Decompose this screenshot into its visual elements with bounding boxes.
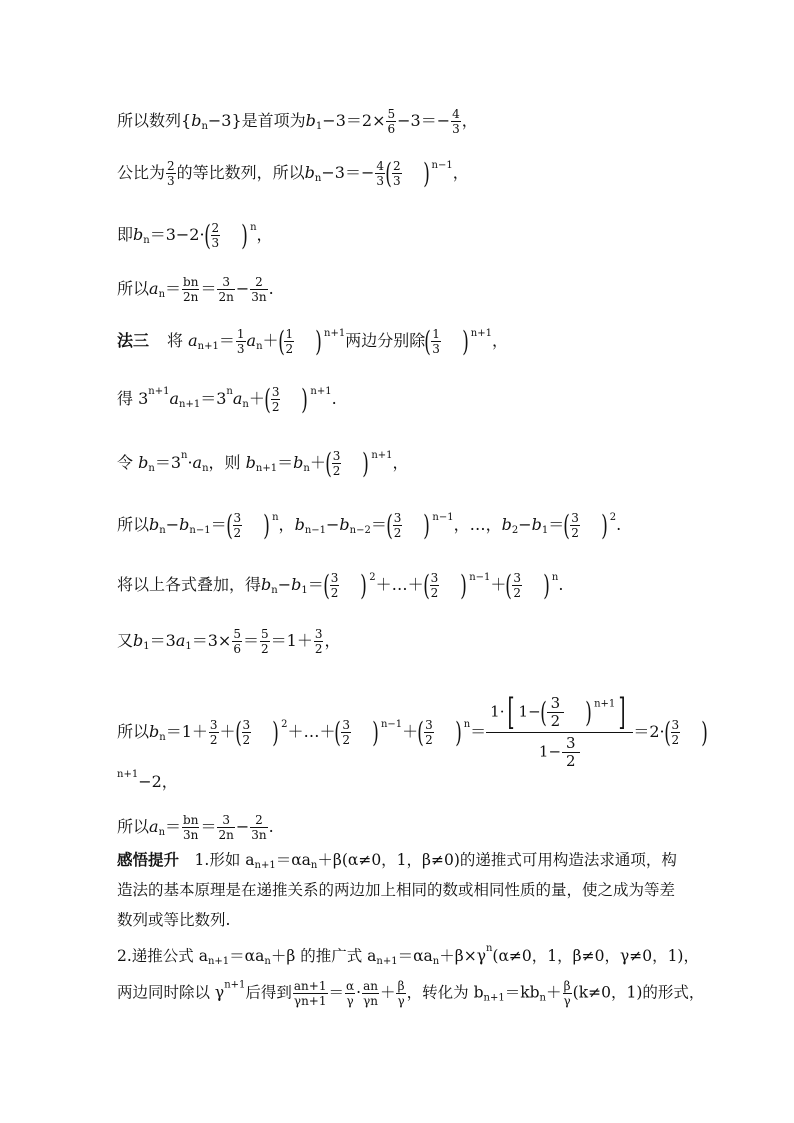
fraction: $\frac{2}{3n}$ [251, 275, 267, 304]
section-label: 法三 [117, 331, 150, 350]
subscript: 1 [143, 641, 150, 652]
insight-paragraph: 感悟提升 1.形如 $a_{n+1}=\alpha a_n+\beta(\alpha\ne 0$，1，β≠0)的递推式可用构造法求通项，构造法的基本原理是在递推关系的两边加上相同的数或相同性质的量，使之成为等差数列或等比数列. [117, 850, 677, 929]
text: − [277, 575, 292, 594]
var: a [188, 331, 198, 350]
text: 公比为 [117, 163, 166, 182]
insight-title: 感悟提升 [117, 850, 180, 869]
var: b [191, 111, 202, 130]
text: ＋β 的推广式 a [270, 947, 377, 965]
subscript: n [303, 463, 310, 474]
fraction: $\frac{\beta}{\gamma}$ [397, 979, 405, 1008]
var: b [339, 515, 350, 534]
text: ，则 [208, 453, 241, 472]
paragraph-2-line-1: 2.递推公式 $a_{n+1}=\alpha a_n+\beta$ 的推广式 $a_{n+1}=\alpha a_n+\beta\times\gamma^n(\alpha\ne 0$，1，β≠0，γ≠0，1)， [117, 943, 699, 967]
fraction: $\frac{bn}{2n}$ [183, 275, 199, 304]
text: − [235, 279, 250, 298]
subscript: 1 [315, 121, 323, 132]
text: ＝ [165, 279, 182, 298]
text: ＋ [402, 722, 419, 741]
subscript: n+1 [197, 341, 219, 352]
exponent: 2 [281, 719, 288, 730]
text: ＝ [165, 817, 182, 836]
fraction: $\frac{3}{2}$ [425, 718, 433, 747]
line-13 [117, 814, 274, 841]
line-5 [117, 324, 508, 358]
text: ＝ [370, 515, 387, 534]
text: 3 [138, 389, 149, 408]
fraction: $\frac{5}{6}$ [387, 107, 396, 136]
text: ＝3−2· [149, 225, 205, 244]
subscript: n−2 [349, 525, 371, 536]
text: − [235, 817, 250, 836]
paren-open: ( [334, 715, 342, 749]
paren-open: ( [234, 715, 242, 749]
text: − [326, 515, 340, 534]
text: ＝αa [275, 851, 311, 869]
var: b [133, 631, 144, 650]
text: ＋ [379, 983, 396, 1002]
text: ＝3 [200, 389, 227, 408]
var: b [149, 515, 160, 534]
text: ， [324, 631, 341, 650]
fraction: $\frac{3}{2}$ [209, 718, 218, 747]
paren-open: ( [424, 324, 431, 358]
text: . [268, 817, 274, 836]
text: ＝2· [633, 722, 665, 741]
exponent: n [250, 222, 257, 233]
fraction: $\frac{\beta}{\gamma}$ [563, 979, 571, 1008]
text: · [356, 983, 362, 1002]
paren-open: ( [386, 508, 393, 542]
text: 所以 [117, 722, 150, 741]
text: ， [491, 331, 508, 350]
exponent: n [551, 572, 559, 583]
text: 令 [117, 453, 134, 472]
text: (α≠0，1，β≠0，γ≠0，1)， [492, 947, 699, 965]
paren-open: ( [563, 508, 570, 542]
exponent: n [463, 719, 471, 730]
fraction: $\frac{3}{2}$ [242, 718, 251, 747]
text: 两边分别除 [345, 331, 426, 350]
text: ＝3 [149, 631, 176, 650]
paren-open: ( [264, 382, 271, 416]
fraction: $\frac{4}{3}$ [452, 107, 460, 136]
exponent: n+1 [117, 769, 139, 780]
var: a [175, 631, 186, 650]
fraction: $\frac{an+1}{\gamma n+1}$ [293, 979, 327, 1008]
paren-close: ) [315, 324, 322, 358]
fraction: $\frac{3}{2n}$ [218, 813, 234, 842]
fraction: $\frac{4}{3}$ [376, 159, 385, 188]
fraction: $\frac{bn}{3n}$ [183, 813, 199, 842]
exponent: n−1 [469, 572, 491, 583]
fraction: $\frac{3}{2}$ [314, 627, 323, 656]
text: 所以 [117, 279, 150, 298]
subscript: n [148, 463, 155, 474]
text: ＝ [218, 331, 235, 350]
text: − [518, 515, 532, 534]
exponent: n [181, 450, 188, 461]
var: b [294, 515, 305, 534]
fraction: $\frac{2}{3}$ [392, 159, 401, 188]
text: ＝ [200, 279, 217, 298]
fraction: $\frac{5}{6}$ [233, 627, 241, 656]
text: ＝kb [504, 983, 540, 1002]
text: 即 [117, 225, 134, 244]
var: a [149, 817, 159, 836]
text: ＋ [262, 331, 279, 350]
text: ＋ [309, 453, 326, 472]
text: ，转化为 b [406, 983, 484, 1002]
subscript: n [242, 399, 249, 410]
line-10 [117, 628, 340, 655]
fraction: $\frac{1}{2}$ [285, 327, 294, 356]
text: ＝αa [397, 947, 433, 965]
text: ＝ [242, 631, 259, 650]
text: 所以 [117, 817, 150, 836]
text: 所以数列{ [117, 111, 192, 130]
text: 的等比数列，所以 [176, 163, 305, 182]
paren-open: ( [505, 568, 513, 602]
text: . [268, 279, 274, 298]
subscript: 2 [511, 525, 519, 536]
paren-close: ) [301, 382, 309, 416]
paren-open: ( [322, 568, 330, 602]
paren-open: ( [417, 715, 424, 749]
line-2 [117, 156, 469, 190]
paren-open: ( [277, 324, 285, 358]
subscript: n [202, 463, 209, 474]
line-11 [117, 691, 710, 770]
fraction: $\frac{3}{2}$ [671, 718, 680, 747]
text: 2.递推公式 a [117, 947, 208, 965]
var: a [192, 453, 203, 472]
paren-close: ) [423, 508, 431, 542]
var: b [245, 453, 256, 472]
text: 所以 [117, 515, 150, 534]
paren-close: ) [454, 715, 462, 749]
paren-close: ) [422, 156, 430, 190]
exponent: n+1 [324, 328, 346, 339]
var: a [169, 389, 180, 408]
text: ＋ [490, 575, 507, 594]
paren-close: ) [462, 324, 469, 358]
fraction: $\frac{2}{3n}$ [251, 813, 267, 842]
subscript: n−1 [189, 525, 211, 536]
subscript: n [158, 827, 166, 838]
fraction: $\frac{3}{2n}$ [218, 275, 234, 304]
text: ＝ [210, 515, 227, 534]
text: ＝3× [191, 631, 232, 650]
subscript: 1 [301, 585, 308, 596]
text: 将以上各式叠加，得 [117, 575, 262, 594]
exponent: n+1 [148, 386, 170, 397]
subscript: n [201, 121, 208, 132]
fraction: $\frac{2}{3}$ [167, 159, 175, 188]
subscript: n−1 [304, 525, 326, 536]
fraction: $\frac{2}{3}$ [211, 221, 220, 250]
subscript: n [256, 341, 263, 352]
subscript: n+1 [255, 463, 278, 474]
text: ＝ [548, 515, 565, 534]
subscript: 1 [185, 641, 192, 652]
line-6 [117, 382, 337, 416]
text: −2， [138, 772, 178, 791]
paren-close: ) [701, 715, 708, 749]
paren-close: ) [362, 446, 370, 480]
var: b [501, 515, 512, 534]
text: ＋…＋ [375, 575, 424, 594]
exponent: 2 [609, 512, 617, 523]
paren-open: ( [422, 568, 430, 602]
fraction: $\frac{3}{2}$ [332, 449, 341, 478]
fraction: $\frac{3}{2}$ [330, 571, 339, 600]
text: 两边同时除以 γ [117, 983, 225, 1002]
paren-close: ) [601, 508, 608, 542]
large-fraction: 1·[ 1−( $\frac{3}{2}$ ) $^{n+1}$] 1− $\frac{3}{2}$ [486, 696, 633, 769]
subscript: n [159, 525, 166, 536]
subscript: n [271, 585, 278, 596]
line-12 [117, 769, 178, 792]
fraction: $\frac{3}{2}$ [342, 718, 351, 747]
fraction: $\frac{3}{2}$ [513, 571, 521, 600]
var: b [305, 111, 316, 130]
var: b [291, 575, 302, 594]
var: a [149, 279, 159, 298]
line-8 [117, 508, 622, 542]
exponent: n−1 [380, 719, 403, 730]
var: b [149, 722, 160, 741]
text: ， [461, 111, 478, 130]
text: ， [392, 453, 409, 472]
paren-close: ) [241, 218, 248, 252]
text: ，…， [453, 515, 502, 534]
subscript: n+1 [179, 399, 201, 410]
text: . [616, 515, 622, 534]
text: 后得到 [245, 983, 292, 1002]
exponent: 2 [369, 572, 376, 583]
fraction: $\frac{an}{\gamma n}$ [363, 979, 378, 1008]
text: ＝1＋ [270, 631, 313, 650]
var: a [246, 331, 257, 350]
line-7 [117, 446, 409, 480]
var: a [232, 389, 243, 408]
text: ＝ [307, 575, 324, 594]
text: ＋ [545, 983, 562, 1002]
exponent: n+1 [470, 328, 492, 339]
paren-open: ( [663, 715, 671, 749]
exponent: n [272, 512, 279, 523]
exponent: n+1 [371, 450, 393, 461]
text: ＝αa [229, 947, 265, 965]
text: (k≠0，1)的形式， [572, 983, 705, 1002]
subscript: n [314, 173, 322, 184]
var: b [261, 575, 272, 594]
text: · [187, 453, 193, 472]
var: b [531, 515, 542, 534]
text: . [558, 575, 564, 594]
text: ， [256, 225, 273, 244]
exponent: n−1 [431, 160, 453, 171]
text: ＋ [248, 389, 265, 408]
subscript: n [159, 732, 166, 743]
text: 将 [167, 331, 184, 350]
text: ＝ [328, 983, 345, 1002]
line-1 [117, 108, 478, 135]
exponent: n−1 [432, 512, 454, 523]
text: ＝1＋ [165, 722, 208, 741]
subscript: n [143, 235, 150, 246]
text: ＋β×γ [439, 947, 486, 965]
exponent: n+1 [310, 386, 332, 397]
fraction: $\frac{\alpha}{\gamma}$ [346, 979, 355, 1008]
paren-close: ) [272, 715, 279, 749]
paren-close: ) [460, 568, 467, 602]
text: ＝ [277, 453, 294, 472]
text: 1.形如 a [194, 851, 255, 869]
fraction: $\frac{3}{2}$ [271, 385, 280, 414]
subscript: 1 [541, 525, 549, 536]
fraction: $\frac{3}{2}$ [571, 511, 579, 540]
fraction: $\frac{3}{2}$ [393, 511, 402, 540]
subscript: n [158, 289, 166, 300]
text: ＋ [219, 722, 236, 741]
text: ＋β(α≠0，1，β≠0)的递推式可用构造法求通项，构造法的基本原理是在递推关系的两边加上相同的数或相同性质的量，使之成为等差数列或等比数列. [117, 851, 677, 929]
text: −3＝− [321, 163, 375, 182]
text: . [331, 389, 337, 408]
paragraph-2-line-2: 两边同时除以 $\gamma^{n+1}$后得到 $\frac{an+1}{\gamma n+1}$ ＝ $\frac{\alpha}{\gamma}$ · $\frac{an}{\gamma n}$ ＋ $\frac{\beta}{\gamma}$ ，转化为 $b_{n+1}=kb_n+$ $\frac{\beta}{\gamma}$ (k≠0，1)的形式， [117, 979, 705, 1008]
fraction: $\frac{5}{2}$ [261, 627, 269, 656]
text: 得 [117, 389, 134, 408]
fraction: $\frac{1}{3}$ [432, 327, 440, 356]
text: ＝3 [154, 453, 181, 472]
text: −3}是首项为 [207, 111, 306, 130]
text: ＝ [200, 817, 217, 836]
text: − [165, 515, 180, 534]
var: b [179, 515, 190, 534]
text: 又 [117, 631, 134, 650]
line-3 [117, 218, 273, 252]
paren-open: ( [203, 218, 211, 252]
line-9 [117, 568, 564, 602]
text: ＝ [470, 722, 487, 741]
paren-open: ( [325, 446, 332, 480]
paren-close: ) [372, 715, 379, 749]
fraction: $\frac{1}{3}$ [236, 327, 245, 356]
paren-open: ( [385, 156, 392, 190]
text: ， [278, 515, 295, 534]
text: ＋…＋ [287, 722, 336, 741]
line-4 [117, 276, 274, 303]
fraction: $\frac{3}{2}$ [233, 511, 242, 540]
paren-close: ) [543, 568, 550, 602]
text: ， [452, 163, 469, 182]
paren-close: ) [360, 568, 368, 602]
exponent: n [226, 386, 233, 397]
text: −3＝2× [322, 111, 386, 130]
var: b [304, 163, 315, 182]
text: −3＝− [397, 111, 451, 130]
paren-open: ( [225, 508, 233, 542]
var: b [133, 225, 144, 244]
fraction: $\frac{3}{2}$ [430, 571, 439, 600]
var: b [293, 453, 304, 472]
var: b [138, 453, 149, 472]
paren-close: ) [263, 508, 270, 542]
